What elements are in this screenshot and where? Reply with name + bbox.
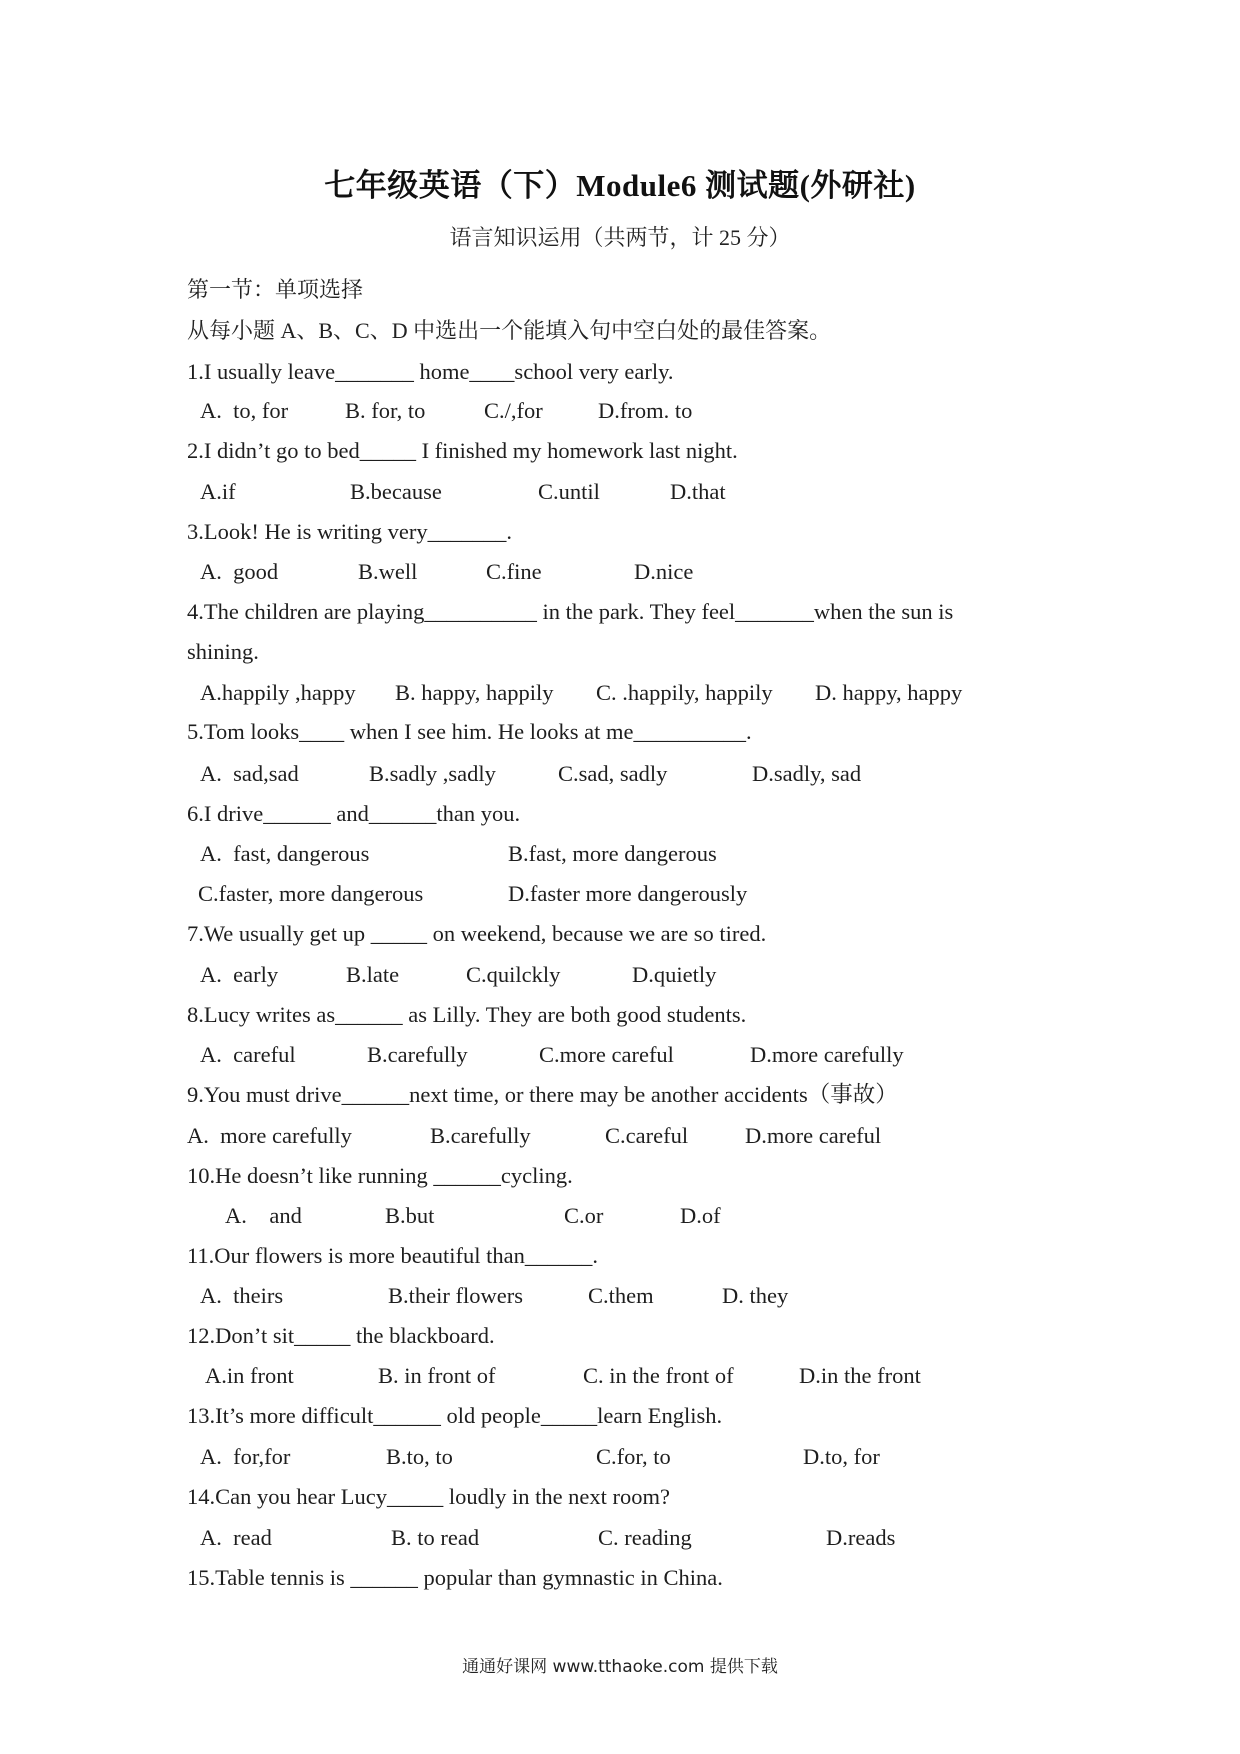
option-c: C.for, to <box>596 1444 671 1469</box>
option-b: B.to, to <box>386 1444 453 1469</box>
option-c: C.them <box>588 1283 654 1308</box>
question-stem: 13.It’s more difficult______ old people_____learn English. <box>187 1403 723 1428</box>
question-stem: 10.He doesn’t like running ______cycling. <box>187 1163 573 1188</box>
option-a: A.happily ,happy <box>200 680 356 705</box>
question-stem: 12.Don’t sit_____ the blackboard. <box>187 1323 495 1348</box>
option-c: C.until <box>538 479 600 504</box>
option-a: A. early <box>200 962 279 987</box>
option-c: C.quilckly <box>466 962 561 987</box>
question-stem: 11.Our flowers is more beautiful than______. <box>187 1243 598 1268</box>
option-c: C. .happily, happily <box>596 680 773 705</box>
page-footer: 通通好课网 www.tthaoke.com 提供下载 <box>462 1657 778 1677</box>
option-c: C.more careful <box>539 1042 674 1067</box>
option-a: A. good <box>200 559 279 584</box>
option-b: B. in front of <box>378 1363 496 1388</box>
question-stem: 9.You must drive______next time, or there may be another accidents（事故） <box>187 1082 898 1107</box>
option-a: A. sad,sad <box>200 761 299 786</box>
option-a: A. theirs <box>200 1283 284 1308</box>
option-d: D.faster more dangerously <box>508 881 748 906</box>
option-c: C.or <box>564 1203 604 1228</box>
option-b: B.their flowers <box>388 1283 523 1308</box>
option-b: B. happy, happily <box>395 680 554 705</box>
option-b: B.sadly ,sadly <box>369 761 496 786</box>
option-d: D. happy, happy <box>815 680 963 705</box>
option-c: C.faster, more dangerous <box>198 881 424 906</box>
option-a: A. fast, dangerous <box>200 841 370 866</box>
option-a: A. careful <box>200 1042 296 1067</box>
option-d: D.in the front <box>799 1363 921 1388</box>
option-a: A. to, for <box>200 398 289 423</box>
option-c: C. in the front of <box>583 1363 734 1388</box>
option-b: B.carefully <box>430 1123 531 1148</box>
option-d: D.nice <box>634 559 694 584</box>
option-a: A. more carefully <box>187 1123 352 1148</box>
option-c: C. reading <box>598 1525 692 1550</box>
option-a: A. and <box>225 1203 302 1228</box>
option-a: A.in front <box>205 1363 294 1388</box>
option-b: B.carefully <box>367 1042 468 1067</box>
option-b: B.well <box>358 559 418 584</box>
question-stem: 8.Lucy writes as______ as Lilly. They are both good students. <box>187 1002 747 1027</box>
option-d: D.that <box>670 479 726 504</box>
question-stem: 1.I usually leave_______ home____school very early. <box>187 359 674 384</box>
option-d: D.of <box>680 1203 721 1228</box>
option-d: D.more careful <box>745 1123 882 1148</box>
option-a: A.if <box>200 479 236 504</box>
page-subtitle: 语言知识运用（共两节，计 25 分） <box>449 225 791 250</box>
question-stem: 7.We usually get up _____ on weekend, because we are so tired. <box>187 921 767 946</box>
option-d: D. they <box>722 1283 789 1308</box>
option-b: B.but <box>385 1203 435 1228</box>
option-d: D.reads <box>826 1525 896 1550</box>
option-d: D.to, for <box>803 1444 880 1469</box>
option-c: C.careful <box>605 1123 689 1148</box>
section-heading: 第一节：单项选择 <box>187 277 364 302</box>
question-stem: 15.Table tennis is ______ popular than gymnastic in China. <box>187 1565 723 1590</box>
question-stem: 3.Look! He is writing very_______. <box>187 519 512 544</box>
option-d: D.quietly <box>632 962 717 987</box>
question-stem: 4.The children are playing__________ in the park. They feel_______when the sun is <box>187 599 954 624</box>
question-stem: 6.I drive______ and______than you. <box>187 801 521 826</box>
option-d: D.more carefully <box>750 1042 904 1067</box>
option-c: C.fine <box>486 559 542 584</box>
section-instructions: 从每小题 A、B、C、D 中选出一个能填入句中空白处的最佳答案。 <box>187 318 832 343</box>
option-b: B. to read <box>391 1525 480 1550</box>
option-b: B.late <box>346 962 400 987</box>
option-b: B. for, to <box>345 398 426 423</box>
option-a: A. for,for <box>200 1444 291 1469</box>
option-b: B.fast, more dangerous <box>508 841 717 866</box>
question-stem-continued: shining. <box>187 639 259 664</box>
question-stem: 14.Can you hear Lucy_____ loudly in the next room? <box>187 1484 671 1509</box>
option-a: A. read <box>200 1525 272 1550</box>
option-d: D.sadly, sad <box>752 761 862 786</box>
page-title: 七年级英语（下）Module6 测试题(外研社) <box>324 168 916 203</box>
question-stem: 5.Tom looks____ when I see him. He looks at me__________. <box>187 719 752 744</box>
option-b: B.because <box>350 479 442 504</box>
option-d: D.from. to <box>598 398 693 423</box>
question-stem: 2.I didn’t go to bed_____ I finished my homework last night. <box>187 438 738 463</box>
option-c: C./,for <box>484 398 543 423</box>
option-c: C.sad, sadly <box>558 761 668 786</box>
